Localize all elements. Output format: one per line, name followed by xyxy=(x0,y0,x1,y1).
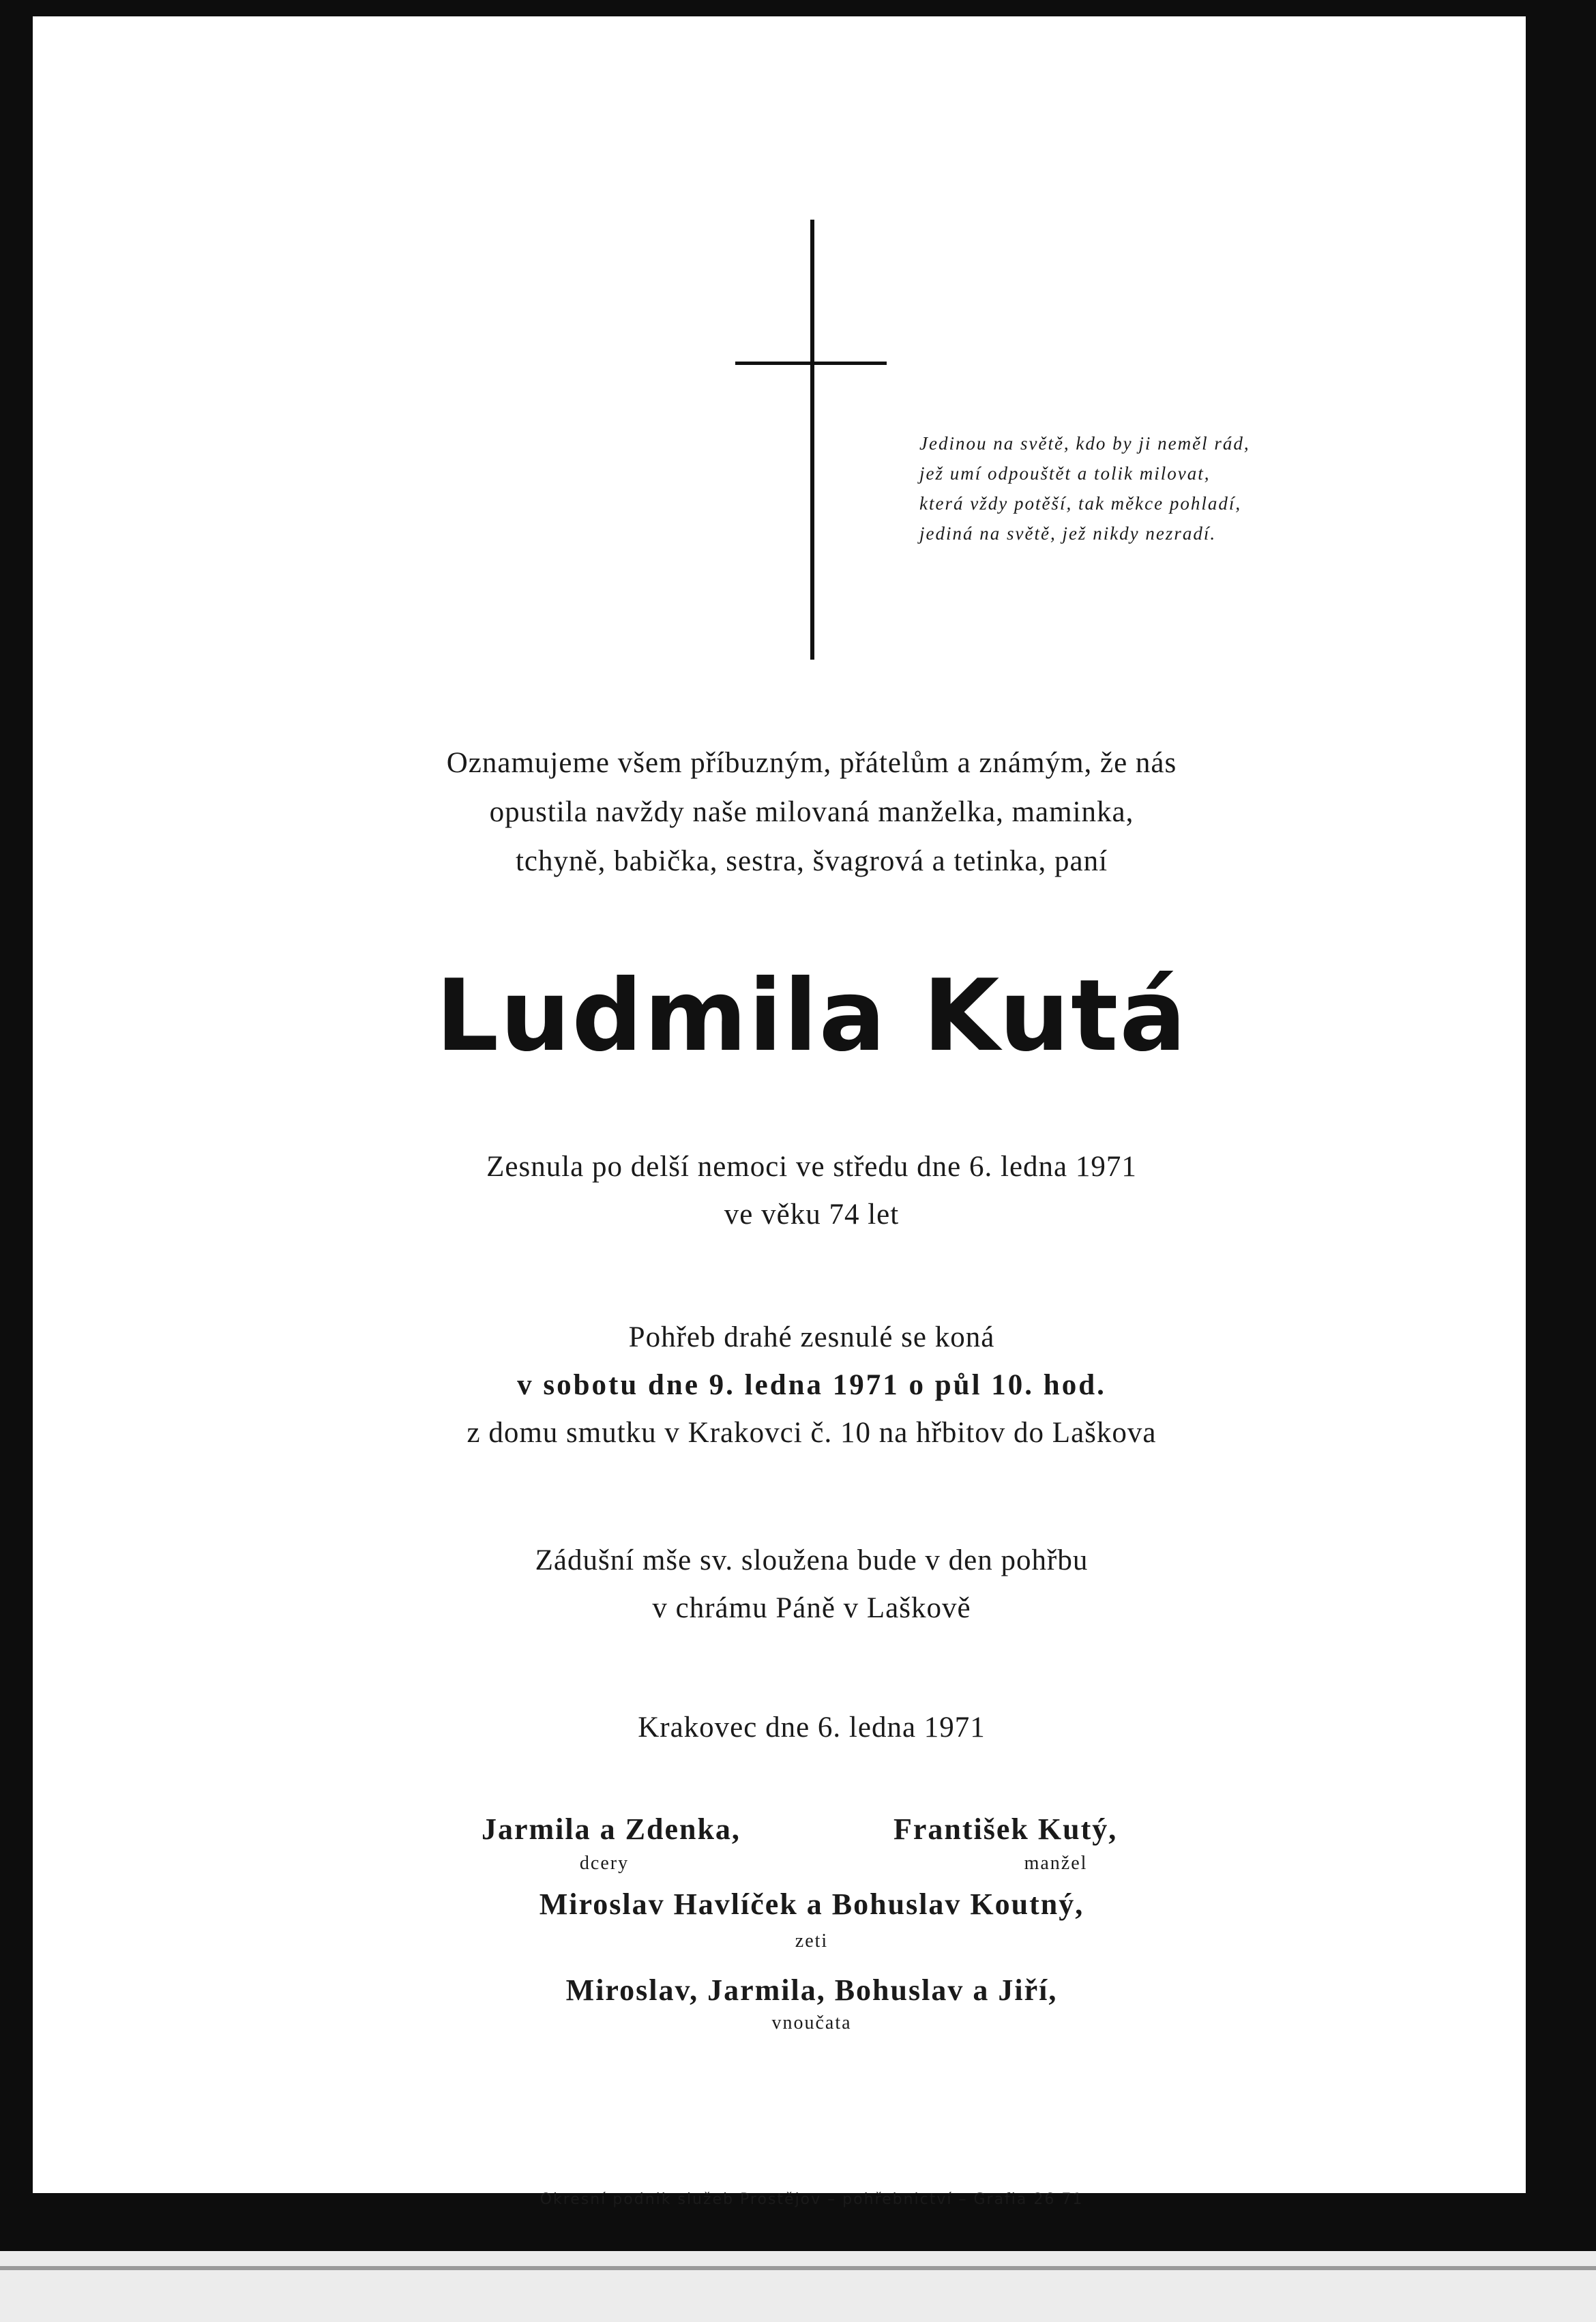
announcement xyxy=(205,739,1419,886)
death-info-line: Zesnula po delší nemoci ve středu dne 6. ledna 1971 xyxy=(486,1151,1137,1183)
daughters-role: dcery xyxy=(579,1853,630,1874)
mass-line: v chrámu Páně v Laškově xyxy=(652,1592,971,1624)
deceased-name: Ludmila Kutá xyxy=(435,958,1188,1074)
poem-line: jež umí odpouštět a tolik milovat, xyxy=(919,463,1211,484)
printer-footer: Okresní podnik služeb Prostějov – pohřebnictví – Grafia 26 71 xyxy=(540,2191,1084,2208)
page-edge-line xyxy=(0,2266,1596,2270)
memorial-poem xyxy=(919,428,1329,548)
cross-vertical-bar xyxy=(810,220,814,660)
mass-line: Zádušní mše sv. sloužena bude v den pohřbu xyxy=(535,1544,1089,1576)
husband-name: František Kutý, xyxy=(893,1812,1118,1846)
poem-line: Jedinou na světě, kdo by ji neměl rád, xyxy=(919,433,1250,454)
grandchildren-names: Miroslav, Jarmila, Bohuslav a Jiří, xyxy=(565,1973,1058,2007)
announcement-line: tchyně, babička, sestra, švagrová a tetinka, paní xyxy=(515,845,1108,877)
funeral-datetime: v sobotu dne 9. ledna 1971 o půl 10. hod. xyxy=(517,1369,1106,1401)
funeral-info xyxy=(205,1314,1419,1457)
requiem-mass-info xyxy=(205,1537,1419,1632)
poem-line: která vždy potěší, tak měkce pohladí, xyxy=(919,493,1242,514)
mourning-border-left xyxy=(0,0,33,2261)
announcement-line: opustila navždy naše milovaná manželka, maminka, xyxy=(489,796,1134,828)
mourning-border-right xyxy=(1526,0,1596,2261)
place-and-date: Krakovec dne 6. ledna 1971 xyxy=(638,1711,986,1744)
daughters-names: Jarmila a Zdenka, xyxy=(482,1812,741,1846)
funeral-intro: Pohřeb drahé zesnulé se koná xyxy=(628,1321,995,1353)
death-info xyxy=(205,1143,1419,1239)
funeral-route: z domu smutku v Krakovci č. 10 na hřbitov do Laškova xyxy=(467,1417,1157,1449)
sons-in-law-names: Miroslav Havlíček a Bohuslav Koutný, xyxy=(539,1887,1084,1921)
cross-horizontal-bar xyxy=(735,362,887,365)
sons-in-law-role: zeti xyxy=(795,1930,829,1952)
grandchildren-role: vnoučata xyxy=(771,2012,852,2033)
mourning-border-top xyxy=(0,0,1596,16)
announcement-line: Oznamujeme všem příbuzným, přátelům a známým, že nás xyxy=(446,747,1177,779)
page-edge xyxy=(0,2251,1596,2322)
poem-line: jediná na světě, jež nikdy nezradí. xyxy=(919,523,1217,544)
husband-role: manžel xyxy=(1024,1853,1088,1874)
death-info-line: ve věku 74 let xyxy=(724,1199,900,1231)
